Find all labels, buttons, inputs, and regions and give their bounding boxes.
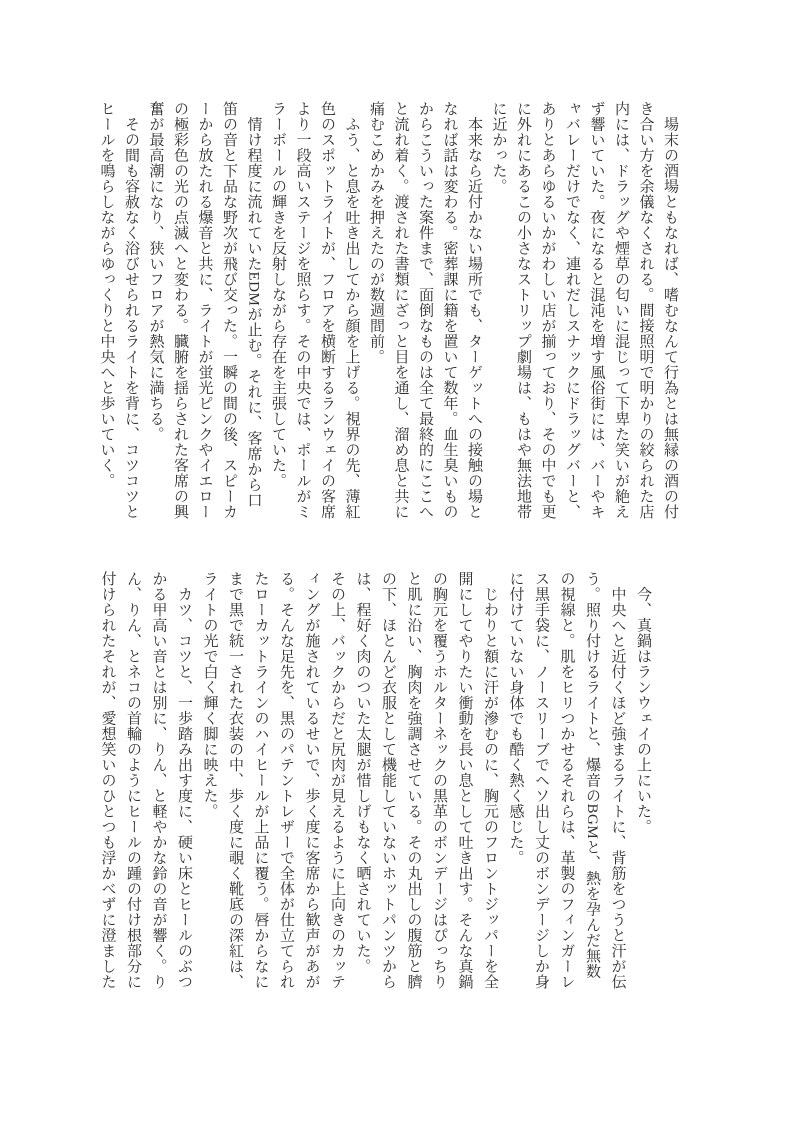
text-column: 開にしてやりたい衝動を長い息として吐き出す。そんな真鍋 (456, 571, 473, 990)
text-column: たローカットラインのハイヒールが上品に覆う。唇からなに (252, 571, 269, 990)
text-column: カツ、コツと、一歩踏み出す度に、硬い床とヒールのぶつ (176, 571, 192, 990)
text-column: まで黒で統一された衣装の中、歩く度に覗く靴底の深紅は、 (227, 571, 243, 990)
text-column: 笛の音と下品な野次が飛び交った。一瞬の間の後、スピーカ (221, 101, 237, 520)
text-column: より一段高いステージを照らす。その中央では、ポールがミ (294, 101, 311, 520)
text-column: 色のスポットライトが、フロアを横断するランウェイの客席 (319, 101, 335, 520)
text-column: ャバレーだけでなく、連れだしスナックにドラッグバーと、 (564, 101, 580, 520)
text-section-top (94, 101, 682, 522)
text-column: 内には、ドラッグや煙草の匂いに混じって下卑た笑いが絶え (613, 101, 629, 520)
text-column: ん、りん、とネコの首輪のようにヒールの踵の付け根部分に (125, 571, 141, 990)
text-column: ライトの光で白く輝く脚に映えた。 (201, 571, 218, 819)
text-column: 今、真鍋はランウェイの上にいた。 (635, 571, 651, 835)
text-column: う。照り付けるライトと、爆音のBGMと、熱を孕んだ無数 (584, 571, 600, 979)
text-column: 付けられたそれが、愛想笑いのひとつも浮かべずに澄ました (99, 571, 116, 990)
text-column: なれば話は変わる。密葬課に籍を置いて数年。血生臭いもの (441, 101, 458, 520)
text-section-bottom (94, 571, 655, 992)
text-column: と流れ着く。渡された書類にざっと目を通し、溜め息と共に (392, 101, 409, 520)
text-column: の胸元を覆うホルターネックの黒革のボンデージはぴっちり (431, 571, 447, 990)
text-column: に外れにあるこの小さなストリップ劇場は、もはや無法地帯 (515, 101, 531, 520)
text-column: の極彩色の光の点滅へと変わる。臓腑を揺らされた客席の興 (172, 101, 188, 520)
text-column: かる甲高い音とは別に、りん、と軽やかな鈴の音が響く。り (150, 571, 167, 990)
text-column: と肌に沿い、胸肉を強調させている。その丸出しの腹筋と臍 (405, 571, 422, 990)
text-column: 場末の酒場ともなれば、嗜むなんて行為とは無縁の酒の付 (662, 101, 678, 520)
text-column: じわりと額に汗が滲むのに、胸元のフロントジッパーを全 (482, 571, 498, 990)
text-column: ラーボールの輝きを反射しながら存在を主張していた。 (270, 101, 286, 489)
text-column: その上、バックからだと尻肉が見えるように上向きのカッテ (329, 571, 345, 990)
text-column: ィングが施されているせいで、歩く度に客席から歓声があが (303, 571, 320, 990)
text-column: その間も容赦なく浴びせられるライトを背に、コツコツと (123, 101, 139, 520)
text-column: 中央へと近付くほど強まるライトに、背筋をつうと汗が伝 (609, 571, 626, 990)
text-column: ヒールを鳴らしながらゆっくりと中央へと歩いていく。 (98, 101, 115, 489)
text-column: 情け程度に流れていたEDMが止む。それに、客席から口 (245, 101, 262, 508)
text-column: 本来なら近付かない場所でも、ターゲットへの接触の場と (466, 101, 482, 520)
text-column: の視線と。肌をヒリつかせるそれらは、革製のフィンガーレ (558, 571, 575, 990)
text-column: ふう、と息を吐き出してから顔を上げる。視界の先、薄紅 (343, 101, 360, 520)
text-column: からこういった案件まで、面倒なものは全て最終的にここへ (417, 101, 433, 520)
text-column: き合い方を余儀なくされる。間接照明で明かりの絞られた店 (637, 101, 654, 520)
text-column: の下、ほとんど衣服として機能していないホットパンツから (380, 571, 396, 990)
text-column: ス黒手袋に、ノースリーブでヘソ出し丈のボンデージしか身 (533, 571, 549, 990)
text-column: ありとあらゆるいかがわしい店が揃っており、その中でも更 (539, 101, 556, 520)
text-column: に付けていない身体でも酷く熱く感じた。 (507, 571, 524, 866)
text-column: 痛むこめかみを押えたのが数週間前。 (368, 101, 384, 365)
text-column: 奮が最高潮になり、狭いフロアが熱気に満ちる。 (147, 101, 164, 442)
text-column: る。そんな足先を、黒のパテントレザーで全体が仕立てられ (278, 571, 294, 990)
text-column: に近かった。 (490, 101, 507, 194)
text-column: ず響いていた。夜になると混沌を増す風俗街には、バーやキ (588, 101, 605, 520)
text-column: ーから放たれる爆音と共に、ライトが蛍光ピンクやイエロー (196, 101, 213, 520)
text-column: は、程好く肉のついた太腿が惜しげもなく晒されていた。 (354, 571, 371, 974)
